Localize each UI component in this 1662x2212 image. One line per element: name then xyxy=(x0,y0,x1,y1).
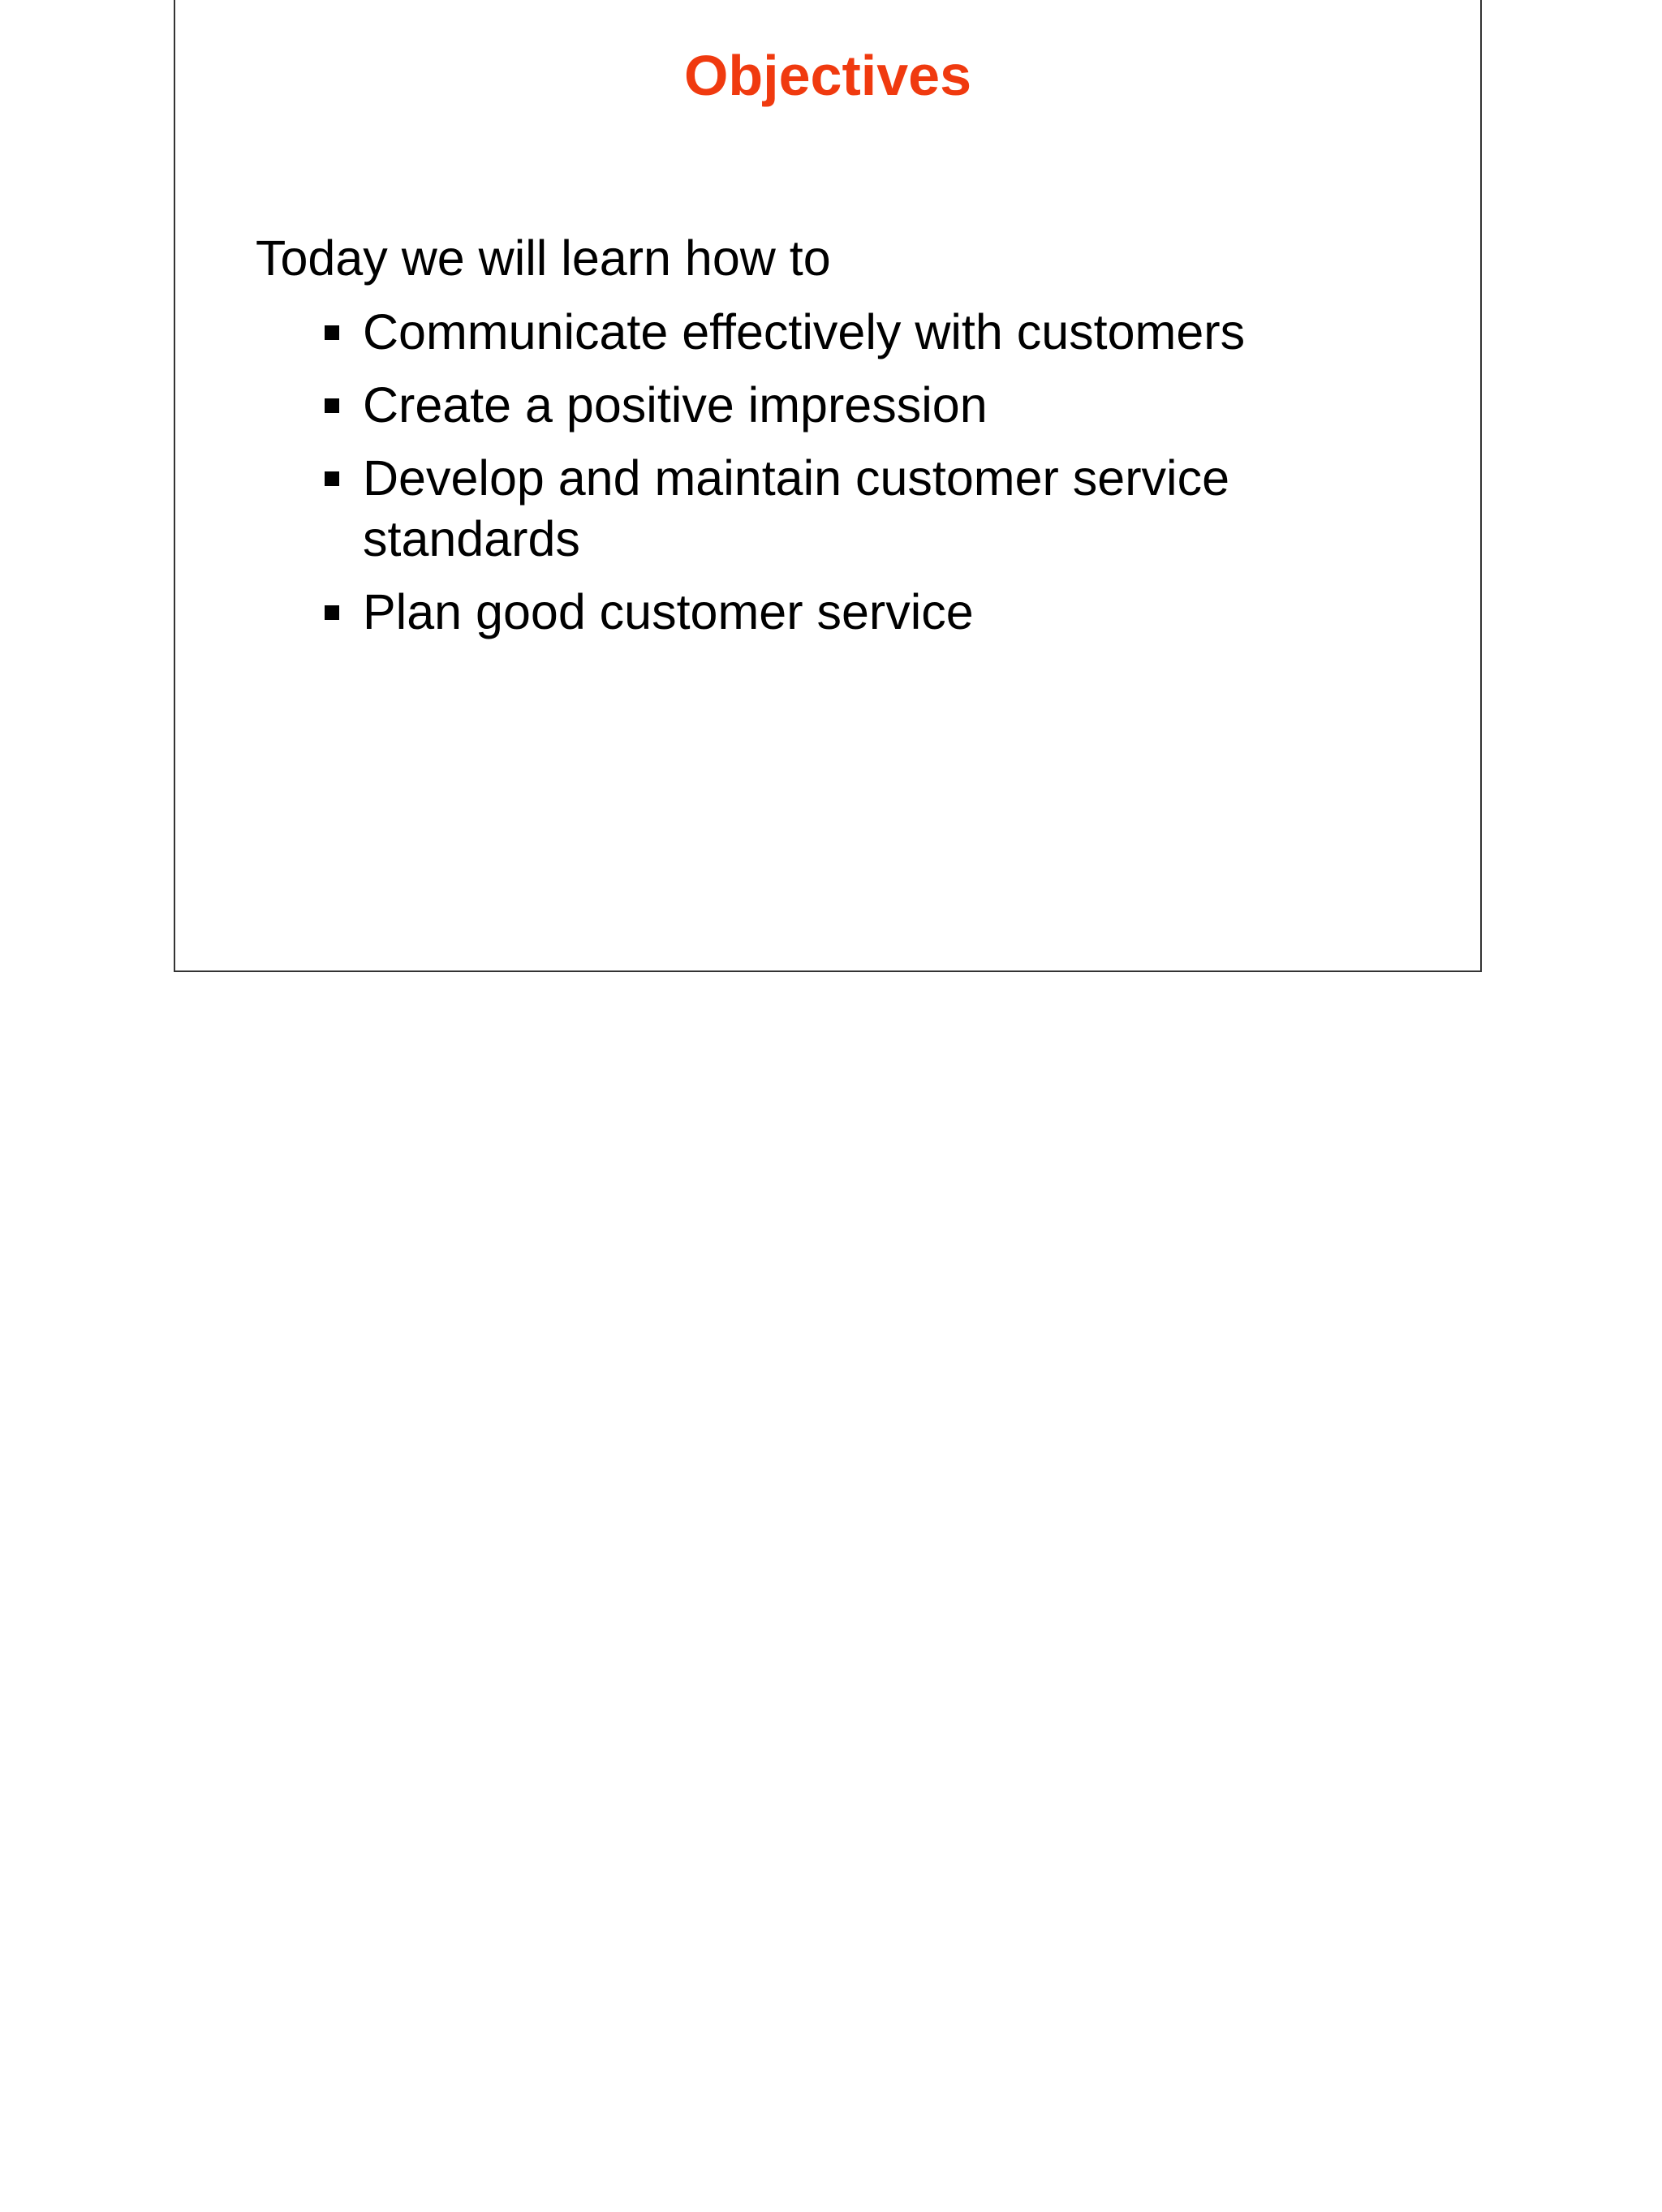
square-bullet-icon xyxy=(325,605,339,620)
list-item-text: Develop and maintain customer service standards xyxy=(363,450,1230,566)
list-item-text: Plan good customer service xyxy=(363,584,974,639)
slide-frame xyxy=(174,0,1482,972)
list-item xyxy=(325,375,1412,436)
list-item xyxy=(325,302,1412,363)
list-item-text: Communicate effectively with customers xyxy=(363,304,1246,359)
intro-text: Today we will learn how to xyxy=(256,230,831,286)
list-item xyxy=(325,448,1412,570)
objectives-list xyxy=(325,302,1412,655)
square-bullet-icon xyxy=(325,471,339,486)
slide-title: Objectives xyxy=(683,44,972,107)
square-bullet-icon xyxy=(325,325,339,340)
square-bullet-icon xyxy=(325,398,339,413)
list-item xyxy=(325,582,1412,643)
list-item-text: Create a positive impression xyxy=(363,377,988,433)
